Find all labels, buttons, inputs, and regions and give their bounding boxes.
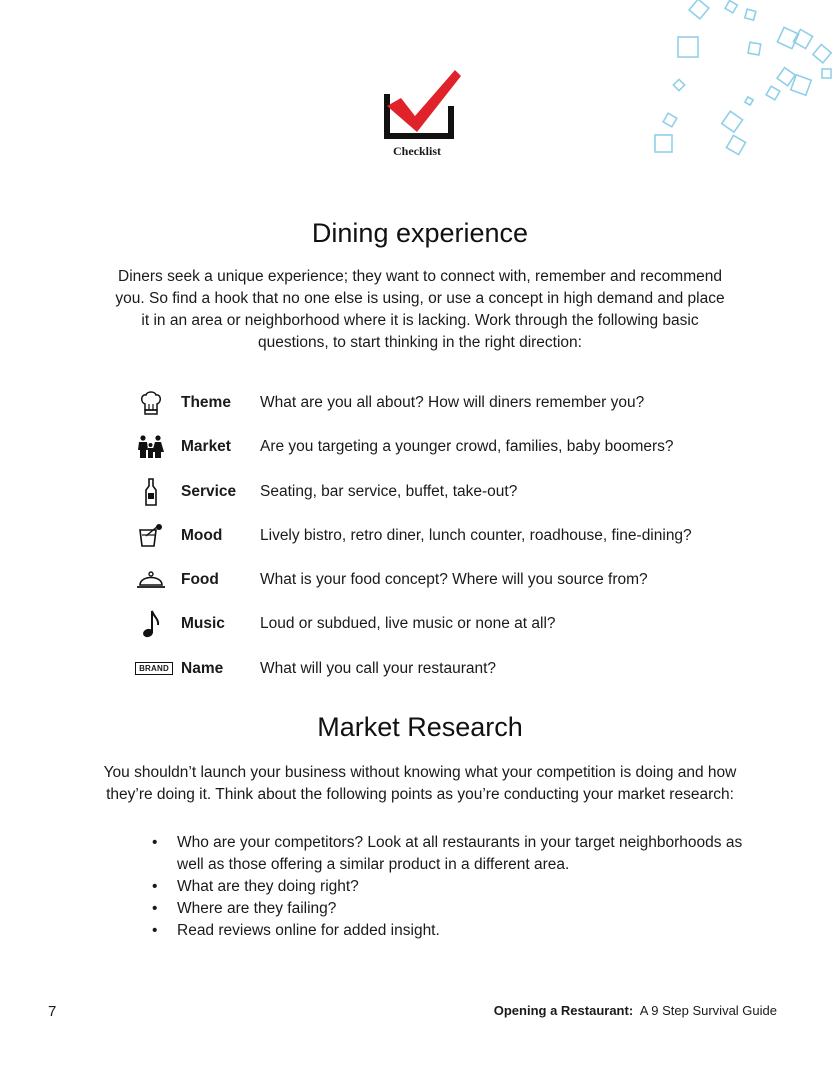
list-item	[130, 517, 770, 561]
list-item	[148, 876, 748, 898]
item-text: Lively bistro, retro diner, lunch counter, roadhouse, fine-dining?	[260, 526, 692, 544]
list-item	[130, 473, 770, 517]
market-bullet-list	[148, 832, 748, 942]
cocktail-icon	[130, 521, 172, 551]
market-intro: You shouldn’t launch your business without knowing what your competition is doing and how they’re doing it. Think about the following points as you’re conducting your market research:	[103, 764, 737, 803]
brand-tag-icon	[130, 654, 172, 684]
bullet-text: Who are your competitors? Look at all restaurants in your target neighborhoods as well as those offering a similar product in a different area.	[177, 834, 743, 873]
list-item	[130, 605, 770, 649]
bullet-icon: •	[152, 922, 158, 939]
item-text: Loud or subdued, live music or none at all?	[260, 615, 556, 633]
chef-hat-icon	[130, 388, 172, 418]
bullet-icon: •	[152, 878, 158, 895]
item-label: Name	[181, 659, 224, 677]
dining-checklist	[130, 384, 770, 694]
dining-intro: Diners seek a unique experience; they want to connect with, remember and recommend you. So find a hook that no one else is using, or use a concept in high demand and place it in an area or neighborhood where it is lacking. Work through the following basic questions, to start thinking in the right direction:	[115, 268, 725, 351]
list-item	[130, 650, 770, 694]
item-text: Are you targeting a younger crowd, families, baby boomers?	[260, 438, 674, 456]
family-icon	[130, 432, 172, 462]
bottle-icon	[130, 477, 172, 507]
bullet-icon: •	[152, 834, 158, 851]
page-number: 7	[48, 1003, 57, 1020]
list-item	[130, 561, 770, 605]
list-item	[130, 428, 770, 472]
item-text: What are you all about? How will diners remember you?	[260, 394, 645, 411]
footer-title	[494, 1003, 777, 1018]
list-item	[130, 384, 770, 428]
list-item	[148, 920, 748, 942]
item-label: Food	[181, 571, 219, 589]
footer-title-rest: A 9 Step Survival Guide	[639, 1003, 777, 1018]
item-label: Service	[181, 482, 237, 500]
cloche-icon	[130, 565, 172, 595]
logo-caption: Checklist	[393, 144, 441, 158]
bullet-text: Where are they failing?	[177, 900, 337, 917]
item-text: Seating, bar service, buffet, take-out?	[260, 482, 518, 500]
bullet-text: Read reviews online for added insight.	[177, 922, 440, 939]
list-item	[148, 832, 748, 876]
checkmark-box-icon	[381, 68, 461, 140]
footer-title-bold: Opening a Restaurant:	[493, 1003, 634, 1018]
brand-badge: BRAND	[135, 662, 173, 675]
item-label: Mood	[181, 526, 223, 544]
music-note-icon	[130, 609, 172, 639]
market-heading: Market Research	[317, 712, 523, 742]
item-label: Market	[181, 438, 231, 456]
dining-heading: Dining experience	[311, 218, 529, 248]
item-label: Music	[181, 615, 225, 633]
bullet-text: What are they doing right?	[177, 878, 359, 895]
item-label: Theme	[181, 394, 231, 411]
item-text: What will you call your restaurant?	[260, 659, 497, 677]
bullet-icon: •	[152, 900, 158, 917]
item-text: What is your food concept? Where will you source from?	[260, 571, 648, 589]
list-item	[148, 898, 748, 920]
checklist-logo	[380, 68, 462, 160]
